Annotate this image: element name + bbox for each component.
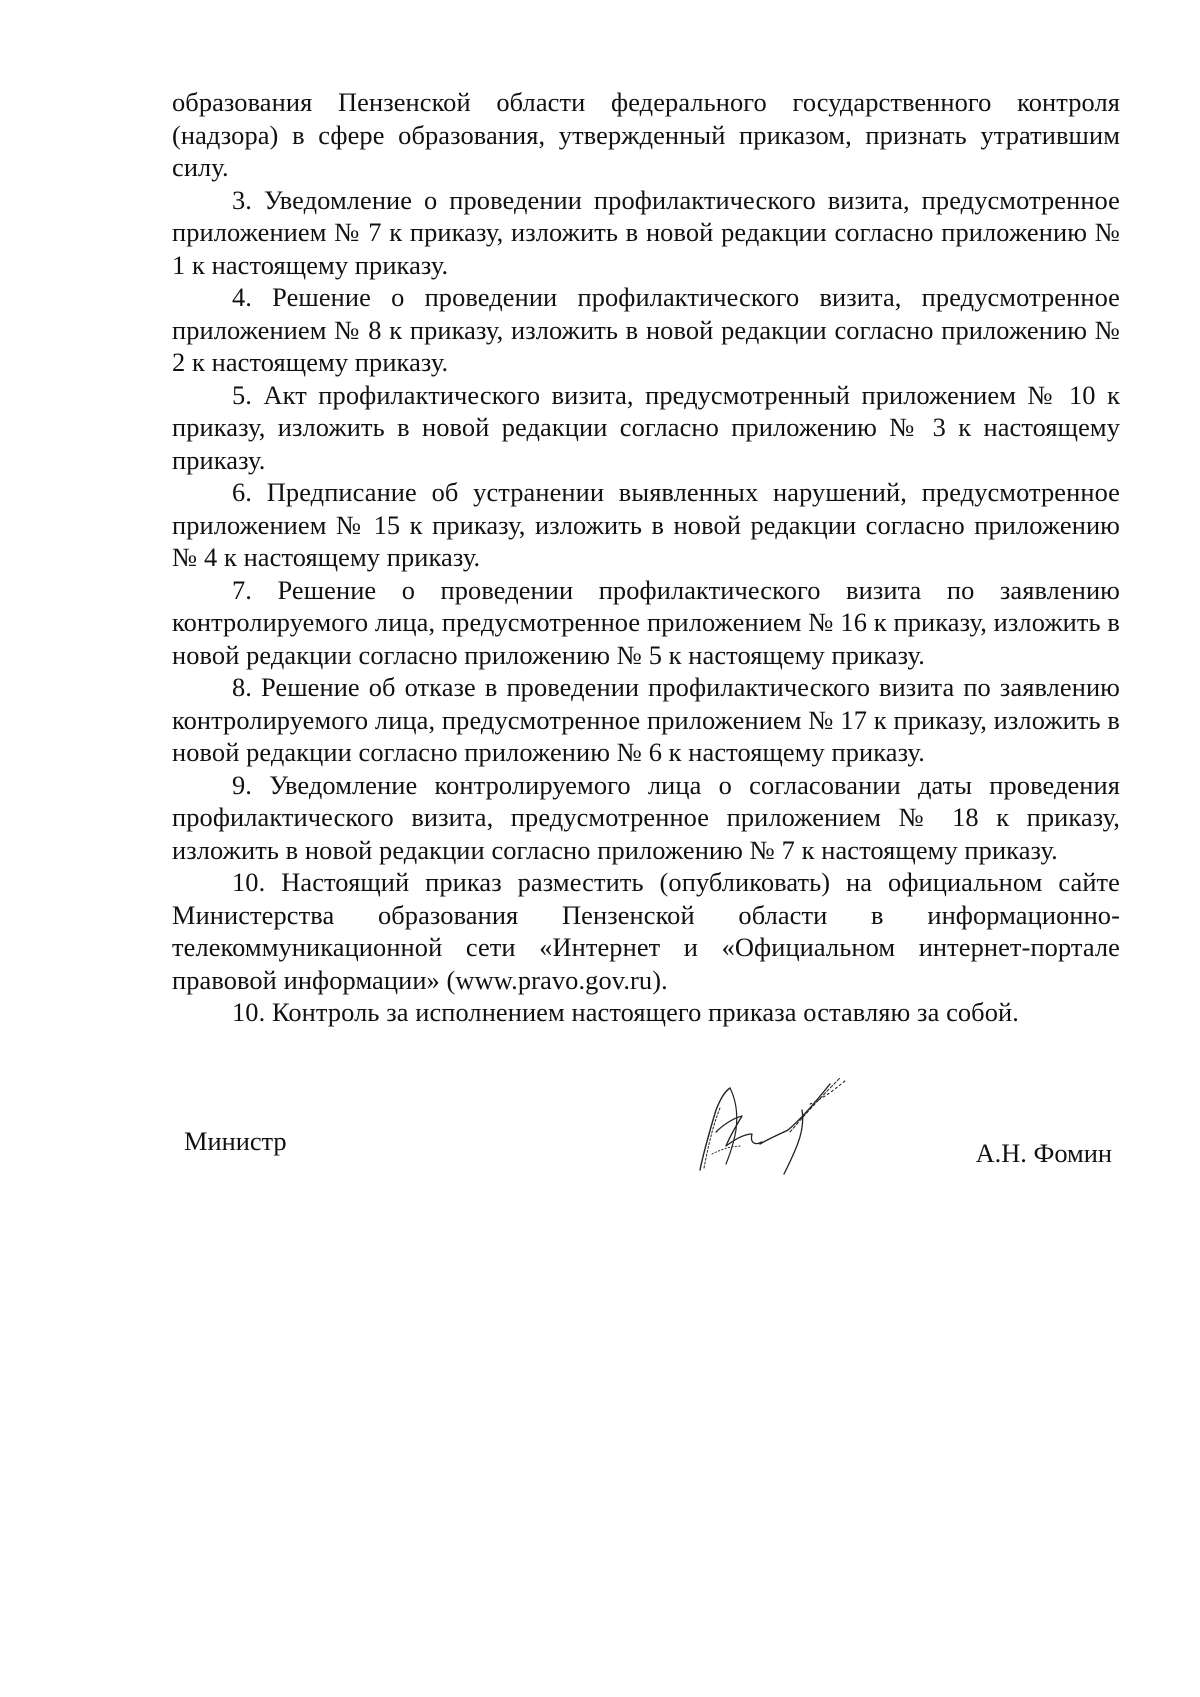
paragraph-item-3: 3. Уведомление о проведении профилактического визита, предусмотренное приложением № 7 к приказу, изложить в новой редакции согласно приложению № 1 к настоящему приказу. bbox=[172, 184, 1120, 280]
handwritten-signature bbox=[690, 1070, 870, 1182]
paragraph-item-8: 8. Решение об отказе в проведении профилактического визита по заявлению контролируемого лица, предусмотренное приложением № 17 к приказу, изложить в новой редакции согласно приложению № 6 к настоящему приказу. bbox=[172, 672, 1120, 767]
signatory-position: Министр bbox=[184, 1126, 287, 1156]
signatory-name: А.Н. Фомин bbox=[975, 1138, 1112, 1168]
paragraph-item-4: 4. Решение о проведении профилактического визита, предусмотренное приложением № 8 к приказу, изложить в новой редакции согласно приложению № 2 к настоящему приказу. bbox=[172, 282, 1120, 377]
signature-block bbox=[0, 1070, 1200, 1190]
paragraph-item-6: 6. Предписание об устранении выявленных нарушений, предусмотренное приложением № 15 к приказу, изложить в новой редакции согласно приложению № 4 к настоящему приказу. bbox=[172, 477, 1120, 572]
paragraph-item-7: 7. Решение о проведении профилактического визита по заявлению контролируемого лица, предусмотренное приложением № 16 к приказу, изложить в новой редакции согласно приложению № 5 к настоящему приказу. bbox=[172, 574, 1120, 670]
paragraph-item-5: 5. Акт профилактического визита, предусмотренный приложением № 10 к приказу, изложить в новой редакции согласно приложению № 3 к настоящему приказу. bbox=[172, 379, 1120, 475]
paragraph-continuation: образования Пензенской области федерального государственного контроля (надзора) в сфере образования, утвержденный приказом, признать утратившим силу. bbox=[172, 87, 1120, 182]
paragraph-item-10-publish: 10. Настоящий приказ разместить (опубликовать) на официальном сайте Министерства образования Пензенской области в информационно-телекоммуникационной сети «Интернет и «Официальном интернет-портале правовой информации» (www.pravo.gov.ru). bbox=[172, 867, 1120, 995]
document-body bbox=[172, 86, 1120, 1029]
paragraph-item-10-control: 10. Контроль за исполнением настоящего приказа оставляю за собой. bbox=[232, 997, 1019, 1027]
paragraph-item-9: 9. Уведомление контролируемого лица о согласовании даты проведения профилактического визита, предусмотренное приложением № 18 к приказу, изложить в новой редакции согласно приложению № 7 к настоящему приказу. bbox=[172, 769, 1120, 865]
